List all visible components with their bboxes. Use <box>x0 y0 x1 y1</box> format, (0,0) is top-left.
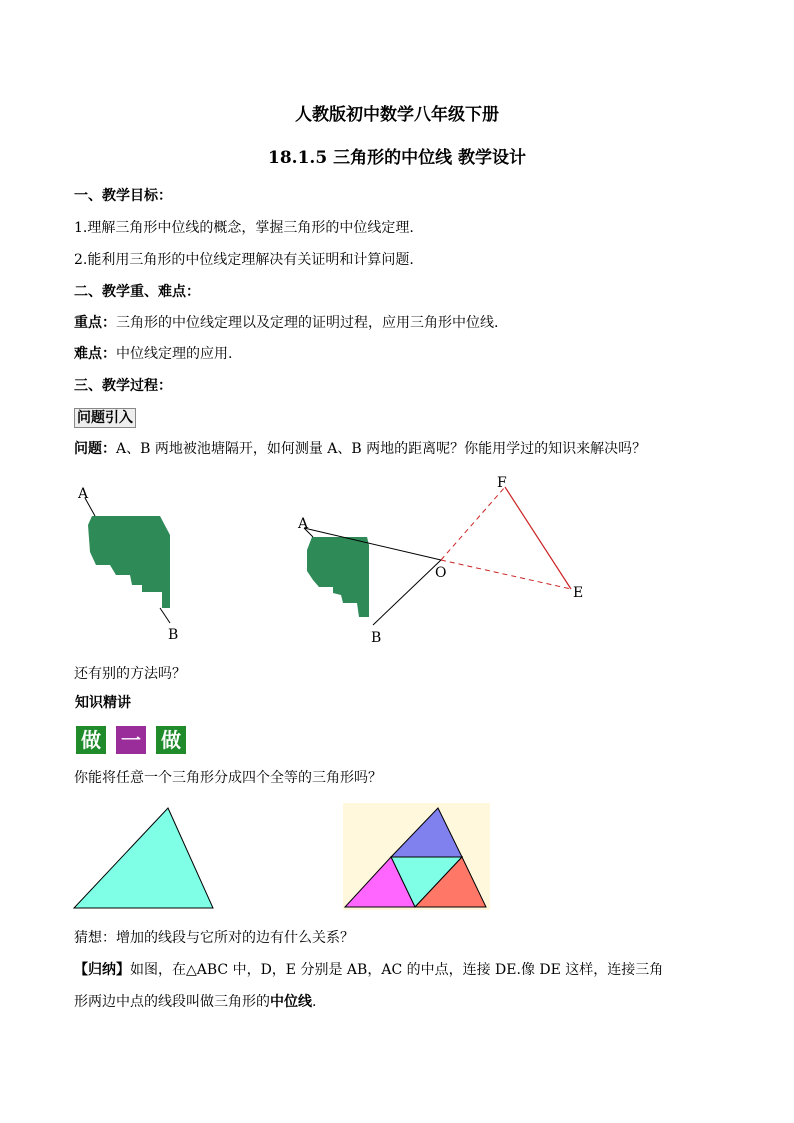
section-heading-goals: 一、教学目标： <box>74 188 172 204</box>
key-point <box>74 313 498 333</box>
other-method-question: 还有别的方法吗？ <box>74 666 186 682</box>
label-e: E <box>573 585 584 601</box>
goal-2: 2.能利用三角形的中位线定理解决有关证明和计算问题. <box>74 252 414 268</box>
summary-label: 【归纳】 <box>74 962 130 978</box>
goal-1: 1.理解三角形中位线的概念，掌握三角形的中位线定理. <box>74 220 414 236</box>
document-title: 人教版初中数学八年级下册 <box>295 105 499 125</box>
tag-problem-intro: 问题引入 <box>74 408 136 428</box>
section-heading-process: 三、教学过程： <box>74 378 172 394</box>
pond-shape-2 <box>307 537 369 617</box>
label-f: F <box>497 475 507 491</box>
section-heading-keypoints: 二、教学重、难点： <box>74 284 200 300</box>
badge-yi: 一 <box>116 726 146 754</box>
pond-shape-1 <box>88 516 170 608</box>
label-a-2: A <box>298 516 309 532</box>
summary-line-2 <box>74 992 316 1012</box>
tag-knowledge: 知识精讲 <box>75 695 131 711</box>
key-point-text: 三角形的中位线定理以及定理的证明过程，应用三角形中位线. <box>116 315 499 331</box>
summary-line-1 <box>74 960 663 980</box>
triangle-cyan <box>74 808 213 908</box>
problem-label: 问题： <box>74 441 116 457</box>
label-a-1: A <box>78 486 89 502</box>
label-b-2: B <box>371 630 382 646</box>
document-subtitle: 18.1.5 三角形的中位线 教学设计 <box>268 148 526 168</box>
figure-pond-2 <box>295 475 595 655</box>
figure-triangle-divided <box>343 803 490 910</box>
key-point-label: 重点： <box>74 315 116 331</box>
summary-end: . <box>312 994 317 1010</box>
problem-statement <box>74 439 646 459</box>
summary-text-2: 形两边中点的线段叫做三角形的 <box>74 994 270 1010</box>
label-o: O <box>435 565 447 581</box>
difficult-point <box>74 344 232 364</box>
difficult-point-label: 难点： <box>74 346 116 362</box>
problem-text: A、B 两地被池塘隔开，如何测量 A、B 两地的距离呢？你能用学过的知识来解决吗？ <box>116 441 647 457</box>
divide-question: 你能将任意一个三角形分成四个全等的三角形吗？ <box>74 770 382 786</box>
summary-term: 中位线 <box>270 994 312 1010</box>
summary-text-1: 如图，在△ABC 中，D，E 分别是 AB，AC 的中点，连接 DE.像 DE 这样，连接三角 <box>130 962 664 978</box>
label-b-1: B <box>168 627 179 643</box>
badge-zuo-1: 做 <box>76 726 106 754</box>
guess-question: 猜想：增加的线段与它所对的边有什么关系？ <box>74 930 354 946</box>
badge-zuo-2: 做 <box>156 726 186 754</box>
difficult-point-text: 中位线定理的应用. <box>116 346 233 362</box>
figure-triangle-single <box>72 805 217 910</box>
figure-pond-1 <box>70 480 190 650</box>
